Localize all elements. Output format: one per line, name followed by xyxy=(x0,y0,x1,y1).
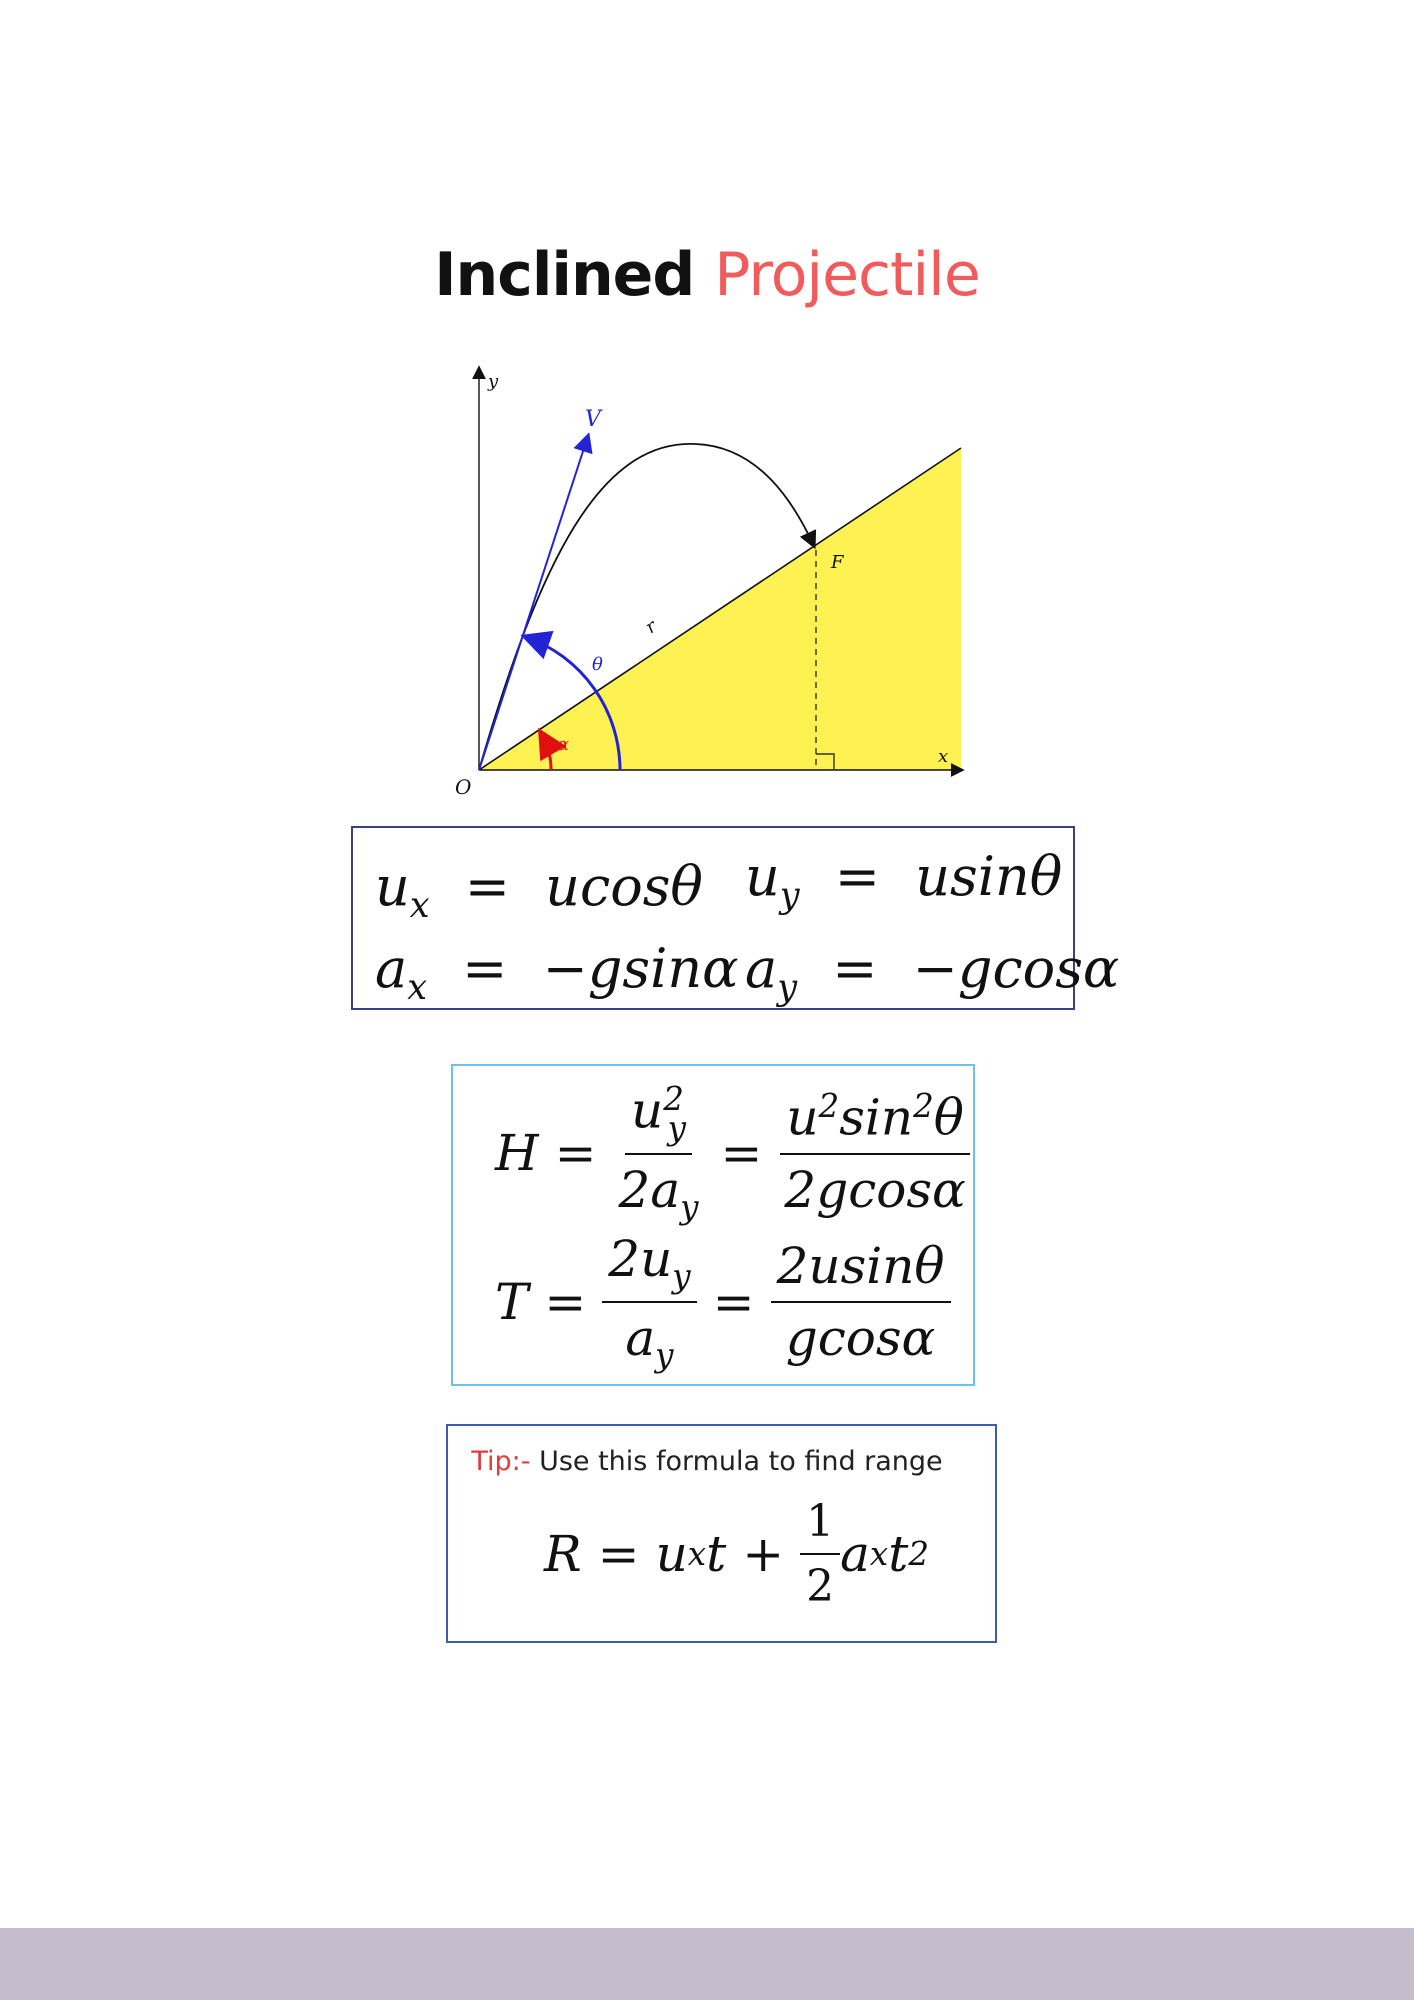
ux-equals: = xyxy=(464,855,510,918)
ax-equation xyxy=(375,937,739,1008)
r-plus: + xyxy=(742,1525,785,1583)
f-point-label: F xyxy=(831,552,844,573)
h-den1-sub: y xyxy=(680,1187,699,1226)
ax-sub: x xyxy=(407,966,427,1008)
t-den1-base: a xyxy=(625,1309,656,1367)
h-num1-sub: y xyxy=(667,1108,687,1147)
r-frac-den: 2 xyxy=(806,1561,835,1612)
h-lhs: H xyxy=(495,1123,539,1182)
r-term1: u xyxy=(655,1525,688,1583)
title-part-projectile: Projectile xyxy=(714,240,980,310)
uy-lhs: u xyxy=(745,845,780,908)
footer-bar xyxy=(0,1928,1414,2000)
ux-equation xyxy=(375,855,703,926)
tip-text xyxy=(0,1446,1414,1477)
t-num1-sub: y xyxy=(672,1257,691,1295)
t-lhs: T xyxy=(495,1273,529,1331)
r-half-fraction xyxy=(800,1496,840,1612)
r-frac-num: 1 xyxy=(800,1496,840,1555)
h-num2-sup2: 2 xyxy=(913,1087,934,1125)
r-term2-sup: 2 xyxy=(908,1535,930,1573)
components-box xyxy=(351,826,1120,1010)
r-label: r xyxy=(641,615,661,639)
h-num2-b: sin xyxy=(839,1088,914,1147)
ux-rhs: ucosθ xyxy=(545,855,703,918)
h-equals-1: = xyxy=(554,1123,597,1182)
tip-body: Use this formula to find range xyxy=(530,1446,943,1477)
range-equation xyxy=(544,1496,929,1612)
h-fraction-1 xyxy=(613,1080,705,1226)
t-fraction-2 xyxy=(771,1237,951,1367)
t-den2: gcosα xyxy=(785,1309,936,1367)
ax-equals: = xyxy=(462,937,508,1000)
ux-sub: x xyxy=(409,884,430,926)
origin-label: O xyxy=(455,775,472,799)
r-lhs: R xyxy=(544,1525,582,1583)
t-num1-coef: 2u xyxy=(608,1230,673,1288)
uy-equals: = xyxy=(834,845,881,908)
uy-equation xyxy=(745,845,1063,916)
h-num1-base: u xyxy=(631,1081,664,1140)
t-fraction-1 xyxy=(602,1230,696,1374)
ax-rhs: −gsinα xyxy=(542,937,739,1000)
x-axis-label: x xyxy=(938,746,949,767)
time-of-flight-equation xyxy=(495,1230,951,1374)
h-num2-c: θ xyxy=(933,1088,964,1147)
r-term1-var: t xyxy=(706,1525,727,1583)
alpha-label: α xyxy=(557,734,570,755)
t-equals-1: = xyxy=(544,1273,587,1331)
ay-lhs: a xyxy=(745,937,778,1000)
h-fraction-2 xyxy=(778,1087,971,1219)
ay-equals: = xyxy=(832,937,878,1000)
h-num2-sup1: 2 xyxy=(818,1087,840,1125)
uy-rhs: usinθ xyxy=(915,845,1063,908)
title-part-inclined: Inclined xyxy=(434,240,695,310)
t-num2: 2usinθ xyxy=(771,1237,951,1303)
r-term1-sub: x xyxy=(687,1535,707,1573)
ay-rhs: −gcosα xyxy=(912,937,1120,1000)
tip-label: Tip:- xyxy=(471,1446,531,1477)
ax-lhs: a xyxy=(375,937,408,1000)
r-term2-sub: x xyxy=(869,1535,889,1573)
height-time-box xyxy=(451,1064,975,1386)
theta-label: θ xyxy=(592,654,603,675)
h-den1-coef: 2a xyxy=(618,1160,681,1219)
ay-sub: y xyxy=(777,966,798,1008)
h-num1-sup: 2 xyxy=(663,1080,684,1118)
r-term2-var: t xyxy=(888,1525,909,1583)
max-height-equation xyxy=(495,1080,972,1226)
t-equals-2: = xyxy=(712,1273,755,1331)
h-num2-a: u xyxy=(786,1088,819,1147)
h-den2: 2gcosα xyxy=(784,1160,966,1219)
ux-lhs: u xyxy=(375,855,410,918)
t-den1-sub: y xyxy=(655,1336,674,1374)
ay-equation xyxy=(745,937,1120,1008)
y-axis-label: y xyxy=(488,371,499,392)
uy-sub: y xyxy=(779,874,800,916)
inclined-projectile-diagram xyxy=(0,0,1414,820)
h-equals-2: = xyxy=(720,1123,763,1182)
velocity-label: V xyxy=(585,407,601,432)
r-equals: = xyxy=(597,1525,640,1583)
r-term2: a xyxy=(840,1525,870,1583)
